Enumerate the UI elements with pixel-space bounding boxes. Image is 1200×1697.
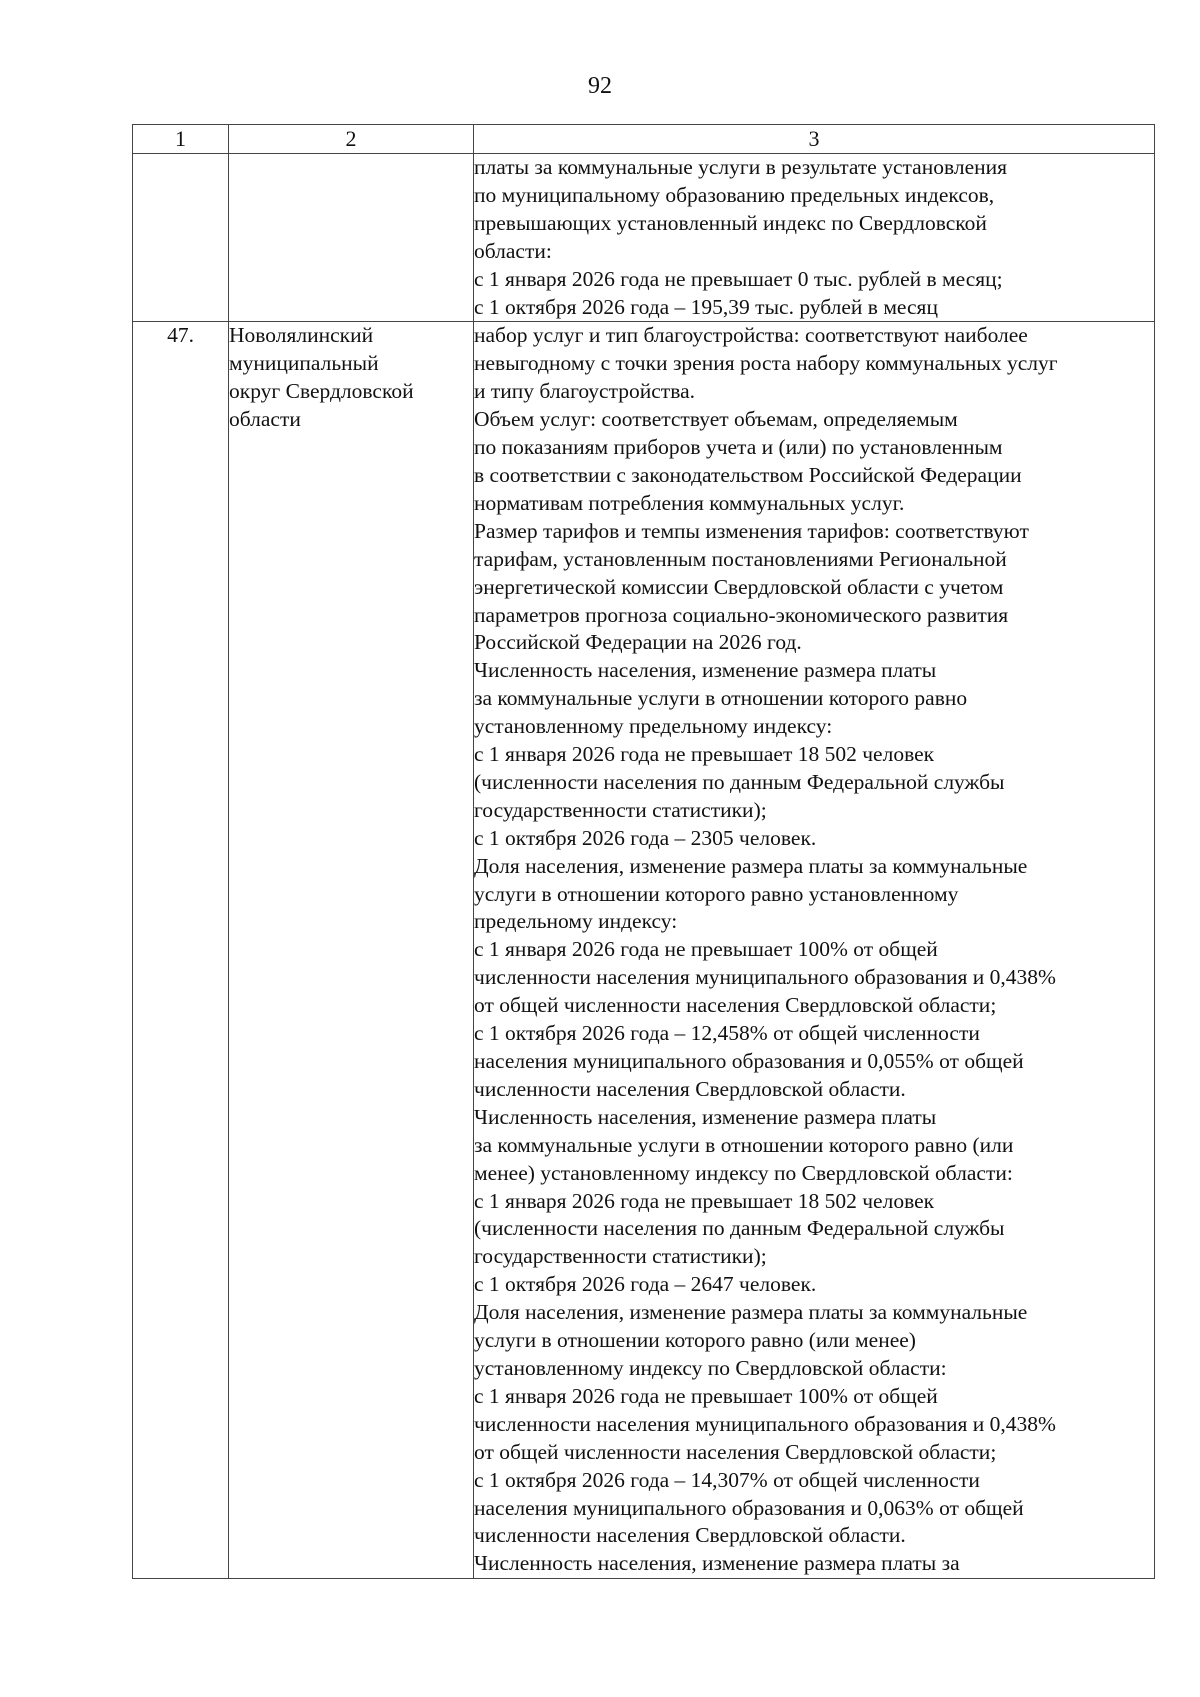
- text-line: за коммунальные услуги в отношении которого равно: [474, 686, 968, 711]
- text-line: Доля населения, изменение размера платы за коммунальные: [474, 1300, 1028, 1325]
- text-line: Численность населения, изменение размера платы: [474, 1104, 937, 1129]
- text-line: муниципальный: [229, 351, 379, 376]
- text-line: от общей численности населения Свердловской области;: [474, 993, 997, 1018]
- document-table: [132, 124, 1155, 1579]
- text-line: установленному индексу по Свердловской области:: [474, 1355, 947, 1380]
- text-line: тарифам, установленным постановлениями Региональной: [474, 546, 1007, 571]
- text-line: энергетической комиссии Свердловской области с учетом: [474, 574, 1004, 599]
- text-line: государственности статистики);: [474, 797, 767, 822]
- text-line: Доля населения, изменение размера платы за коммунальные: [474, 853, 1028, 878]
- column-header-3: 3: [474, 125, 1155, 154]
- text-line: (численности населения по данным Федеральной службы: [474, 1216, 1005, 1241]
- text-line: нормативам потребления коммунальных услуг.: [474, 490, 905, 515]
- text-line: с 1 января 2026 года не превышает 100% от общей: [474, 1383, 938, 1408]
- page-number: 92: [588, 73, 612, 99]
- text-line: по муниципальному образованию предельных индексов,: [474, 182, 995, 207]
- text-line: Объем услуг: соответствует объемам, определяемым: [474, 407, 958, 432]
- text-line: предельному индексу:: [474, 909, 678, 934]
- text-line: невыгодному с точки зрения роста набору коммунальных услуг: [474, 351, 1058, 376]
- text-line: менее) установленному индексу по Свердловской области:: [474, 1160, 1013, 1185]
- column-header-2: 2: [229, 125, 474, 154]
- continuation-number-cell: [133, 154, 229, 322]
- text-line: Размер тарифов и темпы изменения тарифов: соответствуют: [474, 518, 1029, 543]
- text-line: с 1 октября 2026 года – 14,307% от общей численности: [474, 1467, 980, 1492]
- text-line: параметров прогноза социально-экономического развития: [474, 602, 1009, 627]
- text-line: населения муниципального образования и 0,063% от общей: [474, 1495, 1024, 1520]
- text-line: (численности населения по данным Федеральной службы: [474, 769, 1005, 794]
- text-line: услуги в отношении которого равно (или менее): [474, 1328, 916, 1353]
- text-line: с 1 января 2026 года не превышает 18 502 человек: [474, 742, 935, 767]
- continuation-name-cell: [229, 154, 474, 322]
- text-line: населения муниципального образования и 0,055% от общей: [474, 1049, 1024, 1073]
- text-line: численности населения муниципального образования и 0,438%: [474, 1411, 1056, 1436]
- text-line: от общей численности населения Свердловской области;: [474, 1439, 997, 1464]
- text-line: с 1 января 2026 года не превышает 18 502 человек: [474, 1188, 935, 1213]
- text-line: области: [229, 407, 301, 432]
- continuation-text-cell: [474, 154, 1155, 322]
- municipality-name: [229, 322, 474, 1579]
- text-line: Российской Федерации на 2026 год.: [474, 630, 802, 655]
- text-line: округ Свердловской: [229, 379, 414, 404]
- table-header-row: [133, 125, 1155, 154]
- text-line: с 1 октября 2026 года – 2647 человек.: [474, 1272, 817, 1297]
- text-line: государственности статистики);: [474, 1244, 767, 1269]
- text-line: численности населения Свердловской области.: [474, 1523, 906, 1548]
- text-line: услуги в отношении которого равно установленному: [474, 881, 959, 906]
- text-line: численности населения муниципального образования и 0,438%: [474, 965, 1056, 990]
- text-line: платы за коммунальные услуги в результате установления: [474, 155, 1008, 179]
- table-row-continuation: [133, 154, 1155, 322]
- row-description: [474, 322, 1155, 1579]
- text-line: с 1 октября 2026 года – 12,458% от общей численности: [474, 1021, 980, 1046]
- row-number: 47.: [133, 322, 229, 1579]
- text-line: Численность населения, изменение размера платы: [474, 658, 937, 683]
- column-header-1: 1: [133, 125, 229, 154]
- text-line: установленному предельному индексу:: [474, 714, 833, 739]
- text-line: и типу благоустройства.: [474, 379, 695, 404]
- text-line: в соответствии с законодательством Российской Федерации: [474, 462, 1022, 487]
- text-line: за коммунальные услуги в отношении которого равно (или: [474, 1132, 1014, 1157]
- text-line: области:: [474, 238, 552, 263]
- text-line: превышающих установленный индекс по Свердловской: [474, 210, 987, 235]
- text-line: Численность населения, изменение размера платы за: [474, 1551, 960, 1576]
- text-line: по показаниям приборов учета и (или) по установленным: [474, 435, 1003, 460]
- text-line: с 1 октября 2026 года – 2305 человек.: [474, 825, 817, 850]
- table-row-47: [133, 322, 1155, 1579]
- text-line: с 1 октября 2026 года – 195,39 тыс. рублей в месяц: [474, 294, 938, 319]
- text-line: численности населения Свердловской области.: [474, 1076, 906, 1101]
- text-line: Новолялинский: [229, 323, 374, 348]
- text-line: набор услуг и тип благоустройства: соответствуют наиболее: [474, 323, 1028, 348]
- text-line: с 1 января 2026 года не превышает 100% от общей: [474, 937, 938, 962]
- text-line: с 1 января 2026 года не превышает 0 тыс. рублей в месяц;: [474, 266, 1003, 291]
